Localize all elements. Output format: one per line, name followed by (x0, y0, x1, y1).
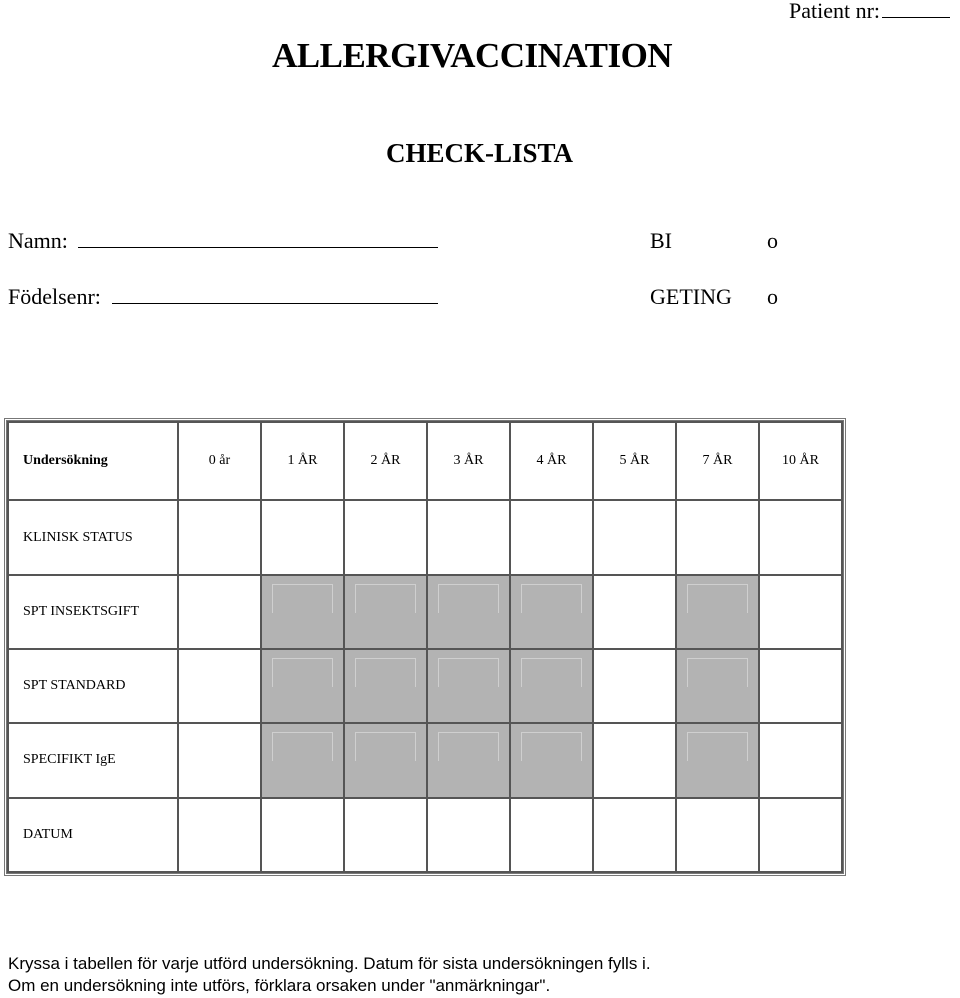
instructions (8, 953, 651, 997)
patient-number-label: Patient nr: (789, 0, 881, 23)
check-cell[interactable] (427, 798, 510, 872)
check-cell[interactable] (344, 798, 427, 872)
check-cell[interactable] (178, 575, 261, 649)
check-cell[interactable] (510, 798, 593, 872)
shaded-cell (427, 723, 510, 797)
instructions-line-2: Om en undersökning inte utförs, förklara orsaken under "anmärkningar". (8, 976, 551, 995)
check-cell[interactable] (593, 723, 676, 797)
shaded-cell (344, 575, 427, 649)
option-bi-label: BI (650, 228, 672, 253)
shaded-cell (344, 723, 427, 797)
birth-number-input[interactable] (112, 303, 438, 304)
shaded-cell (344, 649, 427, 723)
check-cell[interactable] (510, 500, 593, 574)
check-cell[interactable] (676, 798, 759, 872)
column-header-year: 10 ÅR (759, 422, 842, 500)
check-cell[interactable] (178, 798, 261, 872)
check-cell[interactable] (593, 798, 676, 872)
page-subtitle: CHECK-LISTA (386, 138, 574, 168)
check-cell[interactable] (344, 500, 427, 574)
row-label: DATUM (8, 798, 178, 872)
check-cell[interactable] (178, 723, 261, 797)
instructions-line-1: Kryssa i tabellen för varje utförd undersökning. Datum för sista undersökningen fylls i. (8, 954, 651, 973)
column-header-undersokning: Undersökning (8, 422, 178, 500)
check-cell[interactable] (759, 723, 842, 797)
row-label: SPT STANDARD (8, 649, 178, 723)
table-row (8, 798, 842, 872)
check-cell[interactable] (759, 500, 842, 574)
option-geting-radio[interactable]: o (767, 284, 778, 309)
shaded-cell (261, 649, 344, 723)
shaded-cell (510, 723, 593, 797)
row-label: KLINISK STATUS (8, 500, 178, 574)
option-geting-label: GETING (650, 284, 732, 309)
column-header-year: 3 ÅR (427, 422, 510, 500)
column-header-year: 1 ÅR (261, 422, 344, 500)
table-row (8, 575, 842, 649)
birth-number-label: Födelsenr: (8, 284, 101, 309)
check-cell[interactable] (178, 500, 261, 574)
column-header-year: 5 ÅR (593, 422, 676, 500)
row-label: SPT INSEKTSGIFT (8, 575, 178, 649)
check-cell[interactable] (261, 798, 344, 872)
name-input[interactable] (78, 247, 438, 248)
shaded-cell (510, 649, 593, 723)
shaded-cell (676, 649, 759, 723)
shaded-cell (261, 575, 344, 649)
shaded-cell (427, 575, 510, 649)
table-row (8, 500, 842, 574)
shaded-cell (676, 723, 759, 797)
column-header-year: 7 ÅR (676, 422, 759, 500)
column-header-year: 2 ÅR (344, 422, 427, 500)
check-cell[interactable] (593, 649, 676, 723)
check-cell[interactable] (759, 798, 842, 872)
shaded-cell (676, 575, 759, 649)
table-header-row (8, 422, 842, 500)
shaded-cell (427, 649, 510, 723)
column-header-year: 0 år (178, 422, 261, 500)
check-cell[interactable] (261, 500, 344, 574)
check-cell[interactable] (759, 575, 842, 649)
name-field (8, 228, 68, 254)
shaded-cell (510, 575, 593, 649)
table-row (8, 723, 842, 797)
column-header-year: 4 ÅR (510, 422, 593, 500)
birth-number-field (8, 284, 101, 310)
patient-number-field (789, 0, 950, 24)
check-cell[interactable] (593, 575, 676, 649)
page-title: ALLERGIVACCINATION (272, 36, 673, 75)
row-label: SPECIFIKT IgE (8, 723, 178, 797)
option-bi-radio[interactable]: o (767, 228, 778, 253)
check-cell[interactable] (676, 500, 759, 574)
check-cell[interactable] (178, 649, 261, 723)
patient-number-blank[interactable] (882, 0, 950, 18)
check-cell[interactable] (593, 500, 676, 574)
check-cell[interactable] (759, 649, 842, 723)
shaded-cell (261, 723, 344, 797)
name-label: Namn: (8, 228, 68, 253)
check-cell[interactable] (427, 500, 510, 574)
checklist-table (4, 418, 846, 876)
table-row (8, 649, 842, 723)
